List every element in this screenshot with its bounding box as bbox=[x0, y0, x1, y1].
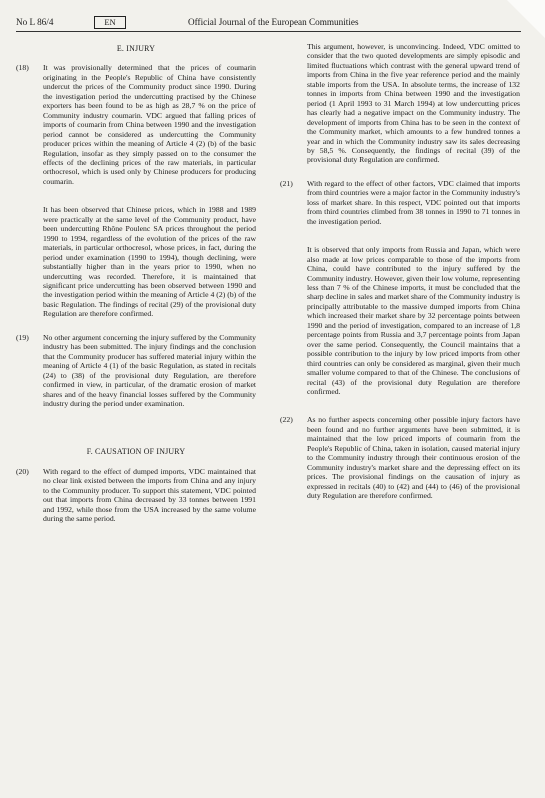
recital-18-continued bbox=[16, 205, 256, 318]
recital-number: (21) bbox=[280, 178, 293, 188]
recital-22 bbox=[280, 415, 520, 500]
journal-title: Official Journal of the European Communities bbox=[188, 17, 359, 27]
recital-text: As no further aspects concerning other possible injury factors have been found and no further arguments have been submitted, it is maintained that the low priced imports of coumarin from the People's Republic of China, taken in isolation, caused material injury to the Community industry through their continuous erosion of the Community industry's market share and the depressing effect on its prices. The provisional findings on the causation of injury as expressed in recitals (40) to (42) and (44) to (46) of the provisional duty Regulation are therefore confirmed. bbox=[307, 415, 520, 501]
recital-number: (20) bbox=[16, 466, 29, 476]
recital-21 bbox=[280, 179, 520, 226]
recital-text: This argument, however, is unconvincing. Indeed, VDC omitted to consider that the two quoted developments are simply episodic and limited fluctuations which contrast with the general upward trend of imports from China in the five year reference period and the mainly stable imports from the USA. In absolute terms, the increase of 132 tonnes in imports from China between 1990 and the investigation period (1 April 1993 to 31 March 1994) at low undercutting prices has clearly had a negative impact on the Community industry. The development of imports from China has to be seen in the context of the Community market, which amounts to a few hundred tonnes a year and in which the Community industry saw its sales decreasing by 58,5 %. Consequently, the findings of recital (39) of the provisional duty Regulation are confirmed. bbox=[307, 42, 520, 165]
recital-number: (22) bbox=[280, 415, 293, 425]
recital-20-continued bbox=[280, 42, 520, 165]
recital-text: No other argument concerning the injury suffered by the Community industry has been submitted. The injury findings and the conclusion that the Community producer has suffered material injury within the meaning of Article 4 (1) of the basic Regulation, as stated in recitals (24) to (38) of the provisional duty Regulation, are therefore confirmed in view, in particular, of the dramatic erosion of market shares and of the heavy financial losses suffered by the Community industry during the period under examination. bbox=[43, 332, 256, 408]
recital-text: It is observed that only imports from Russia and Japan, which were also made at low prices comparable to those of the imports from China, could have contributed to the injury suffered by the Community industry. However, given their low volume, representing less than 7 % of the Chinese imports, it must be concluded that the sharp decline in sales and market share of the Community industry is principally attributable to the massive dumped imports from China which increased their market share by 32 percentage points between 1990 and the period of investigation, compared to an increase of 1,8 percentage points from Russia and 3,7 percentage points from Japan over the same period. Consequently, the Council maintains that a possible contribution to the injury by low priced imports from other third countries can only be considered as marginal, given their much smaller volume compared to that of the Chinese. The conclusions of recital (43) of the provisional duty Regulation are therefore confirmed. bbox=[307, 245, 520, 396]
heading-causation: F. CAUSATION OF INJURY bbox=[86, 447, 186, 457]
recital-text: With regard to the effect of dumped imports, VDC maintained that no clear link existed between the imports from China and any injury to the Community producer. To support this statement, VDC pointed out that imports from China decreased by 33 tonnes between 1991 and 1992, while those from the USA increased by the same volume during the same period. bbox=[43, 466, 256, 524]
recital-21-continued bbox=[280, 245, 520, 396]
recital-text: With regard to the effect of other factors, VDC claimed that imports from third countries were a major factor in the Community industry's loss of market share. In this respect, VDC pointed out that imports from third countries climbed from 38 tonnes in 1990 to 71 tonnes in the investigation period. bbox=[307, 178, 520, 226]
left-column bbox=[16, 42, 256, 533]
recital-19 bbox=[16, 333, 256, 409]
right-column bbox=[280, 42, 520, 509]
recital-text: It was provisionally determined that the prices of coumarin originating in the People's Republic of China have consistently undercut the prices of the Community product since 1990. During the investigation period the undercutting practised by the Chinese exporters has been found to be as high as 28,7 % on the price of Community industry coumarin. VDC argued that falling prices of imports of coumarin from China between 1990 and the investigation period cannot be considered as undercutting the Community producer prices within the meaning of Article 4 (2) (b) of the basic Regulation, insofar as they simply passed on to the consumer the effects of the declining prices of the raw materials, in particular orthocresol, which is used only by Chinese producers for producing coumarin. bbox=[43, 63, 256, 186]
recital-number: (19) bbox=[16, 332, 29, 342]
recital-18 bbox=[16, 63, 256, 186]
recital-text: It has been observed that Chinese prices, which in 1988 and 1989 were practically at the same level of the Community product, have been undercutting Rhône Poulenc SA prices throughout the period 1990 to 1994, regardless of the evolution of the prices of the raw materials, in particular orthocresol, whose prices, in fact, during the period under examination (1990 to 1994), though declining, were substantially higher than in the years prior to 1990, when no undercutting was recorded. Therefore, it is maintained that significant price undercutting has been observed between 1990 and the investigation period within the meaning of Article 4 (2) (b) of the basic Regulation. The findings of recital (29) of the provisional duty Regulation are therefore confirmed. bbox=[43, 205, 256, 319]
page-header bbox=[16, 13, 521, 31]
header-rule bbox=[16, 31, 521, 32]
recital-number: (18) bbox=[16, 63, 29, 73]
language-badge: EN bbox=[94, 16, 126, 29]
recital-20 bbox=[16, 467, 256, 524]
issue-number: No L 86/4 bbox=[16, 17, 54, 27]
heading-injury: E. INJURY bbox=[116, 44, 156, 53]
folded-corner bbox=[507, 0, 545, 38]
